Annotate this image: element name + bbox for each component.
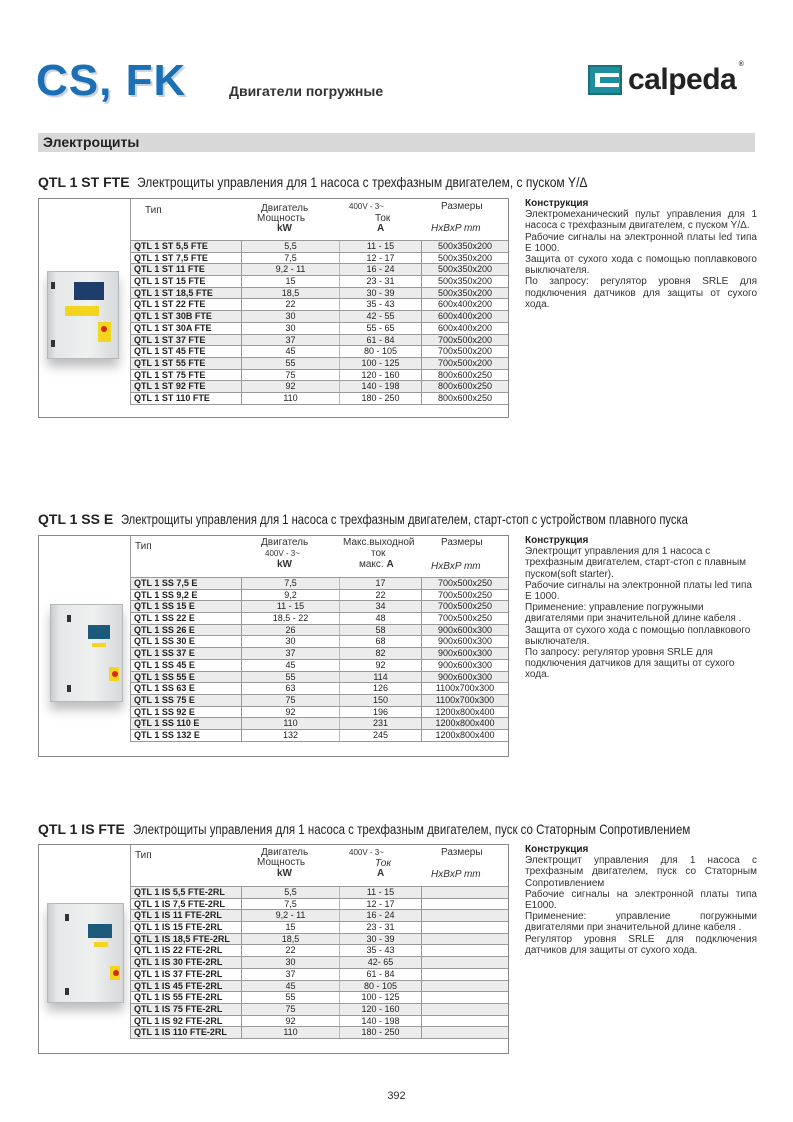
table-row [131,660,508,672]
description-heading: Конструкция [525,844,589,855]
description-paragraph: Электрощит управления для 1 насоса с трехфазным двигателем, пуск со Статорным Сопротивлением [525,855,757,889]
cell-size: 900x600x300 [437,624,493,635]
cell-current: 80 - 105 [340,981,422,992]
table-row [131,601,508,613]
cell-current: 180 - 250 [340,393,422,404]
cell-current: 180 - 250 [340,1027,422,1038]
table-row [131,922,508,934]
cell-size: 700x500x200 [437,346,493,357]
current-header: ток [371,548,386,559]
cell-current: 30 - 39 [340,288,422,299]
cell-current: 16 - 24 [340,910,422,921]
cell-type: QTL 1 IS 55 FTE-2RL [131,992,242,1003]
cell-type: QTL 1 ST 110 FTE [131,393,242,404]
cell-type: QTL 1 ST 30A FTE [131,323,242,334]
cell-size [422,992,508,1003]
cell-size: 700x500x250 [437,613,493,624]
size-unit: HxBxP mm [431,869,481,880]
cell-type: QTL 1 SS 55 E [131,672,242,683]
block-code: QTL 1 IS FTE [38,821,125,837]
cell-current: 12 - 17 [340,899,422,910]
cell-type: QTL 1 SS 15 E [131,601,242,612]
cell-size [422,1004,508,1015]
cell-size: 1200x800x400 [435,706,495,717]
cell-type: QTL 1 ST 22 FTE [131,299,242,310]
description-paragraph: Применение: управление погружными двигателями при значительной длине кабеля . [525,602,742,625]
size-unit: HxBxP mm [431,223,481,234]
cell-current: 23 - 31 [340,922,422,933]
cell-type: QTL 1 ST 45 FTE [131,346,242,357]
cell-type: QTL 1 IS 30 FTE-2RL [131,957,242,968]
current-prefix: макс. [359,559,384,570]
cell-size [422,934,508,945]
cell-current: 92 [340,660,422,671]
table-row [131,945,508,957]
cell-power: 7,5 [242,253,340,264]
size-header: Размеры [441,537,483,548]
table-row [131,1027,508,1039]
cell-size [422,1016,508,1027]
cell-size: 700x500x250 [437,601,493,612]
cell-size [422,981,508,992]
cell-power: 7,5 [242,899,340,910]
description-paragraph: По запросу: регулятор уровня SRLE для подключения датчиков для защиты от сухого хода. [525,647,735,681]
table-row [131,241,508,253]
voltage-header: 400V - 3~ [349,202,384,211]
description-heading: Конструкция [525,198,589,209]
cell-power: 18,5 - 22 [242,613,340,624]
cell-power: 30 [242,323,340,334]
cell-power: 37 [242,335,340,346]
cell-power: 37 [242,969,340,980]
current-unit: A [377,868,385,879]
voltage-header: 400V - 3~ [265,549,300,558]
table-row [131,683,508,695]
cell-power: 18,5 [242,288,340,299]
product-block-qtl-1-ss-e [38,511,758,740]
cell-power: 92 [242,381,340,392]
cell-current: 245 [340,730,422,741]
table-row [131,358,508,370]
cell-size: 700x500x250 [437,578,493,588]
cell-power: 7,5 [242,578,340,589]
table-row [131,276,508,288]
table-row [131,672,508,684]
cell-type: QTL 1 ST 18,5 FTE [131,288,242,299]
cell-current: 61 - 84 [340,969,422,980]
cell-size [422,899,508,910]
table-row [131,1004,508,1016]
cell-type: QTL 1 IS 15 FTE-2RL [131,922,242,933]
description-paragraph: По запросу: регулятор уровня SRLE для подключения датчиков для защиты от сухого хода. [525,276,757,310]
cell-size: 700x500x200 [437,357,493,368]
cell-current: 12 - 17 [340,253,422,264]
cell-power: 30 [242,311,340,322]
cell-type: QTL 1 IS 92 FTE-2RL [131,1016,242,1027]
cell-power: 55 [242,358,340,369]
cell-power: 30 [242,957,340,968]
cell-size [422,910,508,921]
table-header [131,845,508,887]
page-subtitle: Двигатели погружные [229,83,384,99]
description-panel [525,535,757,681]
cell-size [422,945,508,956]
calpeda-logo-icon [588,65,622,95]
cell-current: 100 - 125 [340,358,422,369]
product-block-qtl-1-st-fte [38,174,758,403]
table-row [131,625,508,637]
cell-power: 15 [242,922,340,933]
table-row [131,323,508,335]
cell-power: 92 [242,707,340,718]
cell-current: 82 [340,648,422,659]
table-row [131,695,508,707]
table-row [131,393,508,405]
cell-size [422,1027,508,1038]
table-row [131,590,508,602]
table-row [131,887,508,899]
cell-current: 196 [340,707,422,718]
product-photo [39,536,130,756]
cell-size: 1100x700x300 [435,683,495,694]
cell-current: 48 [340,613,422,624]
cell-size [422,922,508,933]
cell-current: 35 - 43 [340,945,422,956]
cell-type: QTL 1 SS 26 E [131,625,242,636]
cell-type: QTL 1 SS 75 E [131,695,242,706]
cell-size: 900x600x300 [437,636,493,647]
table-row [131,969,508,981]
cell-power: 11 - 15 [242,601,340,612]
cell-power: 15 [242,276,340,287]
cell-type: QTL 1 ST 5,5 FTE [131,241,242,252]
cell-type: QTL 1 IS 7,5 FTE-2RL [131,899,242,910]
cell-size: 900x600x300 [437,671,493,682]
cell-size: 1200x800x400 [435,729,495,740]
table-row [131,636,508,648]
table-header [131,199,508,241]
cell-size: 900x600x300 [437,648,493,659]
cell-size: 700x500x250 [437,589,493,600]
cell-current: 100 - 125 [340,992,422,1003]
description-panel [525,198,757,310]
cell-size: 500x350x200 [437,276,493,287]
table-row [131,370,508,382]
specs-table [130,199,508,405]
size-header: Размеры [441,847,483,858]
cell-current: 11 - 15 [340,887,422,898]
cell-type: QTL 1 SS 92 E [131,707,242,718]
table-row [131,346,508,358]
product-box [38,535,509,757]
table-row [131,934,508,946]
cell-type: QTL 1 IS 45 FTE-2RL [131,981,242,992]
cell-type: QTL 1 IS 5,5 FTE-2RL [131,887,242,898]
cell-type: QTL 1 ST 7,5 FTE [131,253,242,264]
cell-current: 120 - 160 [340,1004,422,1015]
cell-size: 500x350x200 [437,287,493,298]
cell-current: 42 - 55 [340,311,422,322]
cell-type: QTL 1 ST 92 FTE [131,381,242,392]
cell-current: 55 - 65 [340,323,422,334]
cell-power: 18,5 [242,934,340,945]
table-row [131,899,508,911]
table-row [131,730,508,742]
cell-power: 5,5 [242,241,340,252]
cell-power: 45 [242,660,340,671]
size-unit: HxBxP mm [431,561,481,572]
current-unit: A [386,559,394,570]
cell-current: 22 [340,590,422,601]
col-type-header: Тип [135,850,152,861]
cell-current: 30 - 39 [340,934,422,945]
cell-size: 1100x700x300 [435,694,495,705]
cell-power: 55 [242,992,340,1003]
cell-power: 30 [242,636,340,647]
cell-type: QTL 1 IS 37 FTE-2RL [131,969,242,980]
page-title: CS, FK [36,56,187,105]
section-heading: Электрощиты [38,133,755,152]
current-unit: A [377,223,385,234]
cell-current: 58 [340,625,422,636]
cell-size: 600x400x200 [437,322,493,333]
table-row [131,311,508,323]
description-panel [525,844,757,956]
cell-current: 61 - 84 [340,335,422,346]
cell-power: 9,2 - 11 [242,910,340,921]
cell-type: QTL 1 ST 15 FTE [131,276,242,287]
calpeda-logo [588,61,744,97]
description-heading: Конструкция [525,535,589,546]
cell-current: 80 - 105 [340,346,422,357]
cell-size: 800x600x250 [437,369,493,380]
description-paragraph: Защита от сухого хода с помощью поплавкового выключателя. [525,624,751,647]
specs-table [130,536,508,742]
specs-table [130,845,508,1039]
current-header: Ток [375,213,391,224]
product-photo [39,199,130,417]
cell-size [422,969,508,980]
page-number: 392 [387,1090,406,1102]
cell-type: QTL 1 SS 110 E [131,718,242,729]
cell-type: QTL 1 SS 7,5 E [131,578,242,589]
block-description: Электрощиты управления для 1 насоса с трехфазным двигателем, пуск со Статорным Сопротивлением [132,821,691,837]
cell-size: 800x600x250 [437,392,493,403]
cell-power: 9,2 [242,590,340,601]
cell-power: 5,5 [242,887,340,898]
cell-type: QTL 1 ST 75 FTE [131,370,242,381]
cell-power: 63 [242,683,340,694]
motor-header: Двигатель [261,537,309,548]
table-row [131,910,508,922]
table-row [131,578,508,590]
size-header: Размеры [441,201,483,212]
cell-current: 68 [340,636,422,647]
cell-type: QTL 1 ST 37 FTE [131,335,242,346]
cell-power: 9,2 - 11 [242,264,340,275]
power-unit: kW [277,559,292,570]
brand-name: calpeda [628,63,737,96]
description-paragraph: Защита от сухого хода с помощью поплавкового выключателя. [525,254,757,277]
table-row [131,707,508,719]
col-type-header: Тип [145,205,162,216]
cell-current: 126 [340,683,422,694]
table-row [131,718,508,730]
cell-power: 75 [242,695,340,706]
cell-current: 140 - 198 [340,1016,422,1027]
cell-size: 800x600x250 [437,381,493,392]
cell-size: 600x400x200 [437,311,493,322]
control-cabinet-image [47,903,124,1003]
description-paragraph: Регулятор уровня SRLE для подключения датчиков для защиты от сухого хода. [525,933,757,956]
table-row [131,992,508,1004]
cell-power: 110 [242,393,340,404]
cell-current: 231 [340,718,422,729]
table-row [131,381,508,393]
voltage-header: 400V - 3~ [349,848,384,857]
cell-type: QTL 1 IS 18,5 FTE-2RL [131,934,242,945]
cell-type: QTL 1 IS 75 FTE-2RL [131,1004,242,1015]
cell-power: 110 [242,1027,340,1038]
cell-current: 34 [340,601,422,612]
description-paragraph: Электромеханический пульт управления для 1 насоса с трехфазным двигателем, с пуском Y/Δ. [525,209,757,232]
table-row [131,613,508,625]
current-header: Ток [375,858,392,869]
cell-size: 600x400x200 [437,299,493,310]
table-row [131,288,508,300]
max-current-header: Макс.выходной [343,537,415,548]
cell-type: QTL 1 ST 11 FTE [131,264,242,275]
cell-size: 500x350x200 [437,241,493,251]
cell-type: QTL 1 SS 22 E [131,613,242,624]
power-unit: kW [277,223,292,234]
cell-power: 110 [242,718,340,729]
cell-type: QTL 1 SS 9,2 E [131,590,242,601]
table-row [131,299,508,311]
cell-power: 92 [242,1016,340,1027]
cell-power: 45 [242,346,340,357]
cell-size: 700x500x200 [437,334,493,345]
table-row [131,957,508,969]
cell-power: 75 [242,370,340,381]
table-row [131,264,508,276]
cell-type: QTL 1 ST 30B FTE [131,311,242,322]
cell-type: QTL 1 IS 11 FTE-2RL [131,910,242,921]
registered-mark: ® [738,61,744,68]
power-unit: kW [277,868,292,879]
cell-type: QTL 1 SS 63 E [131,683,242,694]
product-block-qtl-1-is-fte [38,821,758,1038]
block-title [38,511,758,527]
product-box [38,844,509,1054]
motor-header: Двигатель [261,203,309,214]
table-row [131,981,508,993]
cell-current: 23 - 31 [340,276,422,287]
control-cabinet-image [47,271,119,359]
cell-size: 900x600x300 [437,659,493,670]
control-cabinet-image [50,604,123,702]
power-header: Мощность [257,857,306,868]
description-paragraph: Рабочие сигналы на электронной платы led типа E 1000. [525,231,757,254]
block-description: Электрощиты управления для 1 насоса с трехфазным двигателем, с пуском Y/Δ [137,174,588,190]
cell-power: 22 [242,299,340,310]
cell-current: 150 [340,695,422,706]
cell-current: 120 - 160 [340,370,422,381]
cell-type: QTL 1 SS 132 E [131,730,242,741]
cell-size: 500x350x200 [437,264,493,275]
cell-power: 37 [242,648,340,659]
cell-current: 42- 65 [340,957,422,968]
cell-current: 17 [340,578,422,589]
cell-power: 22 [242,945,340,956]
cell-size: 500x350x200 [437,252,493,263]
product-box [38,198,509,418]
cell-size [422,887,508,898]
cell-type: QTL 1 ST 55 FTE [131,358,242,369]
cell-current: 35 - 43 [340,299,422,310]
power-header: Мощность [257,213,306,224]
cell-type: QTL 1 SS 45 E [131,660,242,671]
cell-size [422,957,508,968]
cell-type: QTL 1 IS 110 FTE-2RL [131,1027,242,1038]
cell-type: QTL 1 IS 22 FTE-2RL [131,945,242,956]
col-type-header: Тип [135,541,152,552]
cell-current: 16 - 24 [340,264,422,275]
cell-power: 75 [242,1004,340,1015]
block-title [38,821,758,837]
cell-current: 11 - 15 [340,241,422,252]
cell-size: 1200x800x400 [435,718,495,729]
cell-type: QTL 1 SS 30 E [131,636,242,647]
product-photo [39,845,130,1053]
table-row [131,335,508,347]
cell-power: 132 [242,730,340,741]
table-header [131,536,508,578]
block-title [38,174,758,190]
block-code: QTL 1 SS E [38,511,114,527]
current-unit-group [359,560,394,570]
cell-power: 26 [242,625,340,636]
description-paragraph: Применение: управление погружными двигателями при значительной длине кабеля . [525,911,757,934]
table-row [131,253,508,265]
cell-current: 114 [340,672,422,683]
motor-header: Двигатель [261,847,309,858]
cell-current: 140 - 198 [340,381,422,392]
cell-type: QTL 1 SS 37 E [131,648,242,659]
table-row [131,648,508,660]
description-paragraph: Рабочие сигналы на электронной платы led типа E 1000. [525,579,752,603]
description-paragraph: Электрощит управления для 1 насоса с трехфазным двигателем, старт-стоп с плавным пуском(soft starter). [525,546,747,580]
cell-power: 45 [242,981,340,992]
cell-power: 55 [242,672,340,683]
block-code: QTL 1 ST FTE [38,174,130,190]
table-row [131,1016,508,1028]
block-description: Электрощиты управления для 1 насоса с трехфазным двигателем, старт-стоп с устройством плавного пуска [121,511,688,527]
description-paragraph: Рабочие сигналы на электронной платы типа E1000. [525,888,757,912]
